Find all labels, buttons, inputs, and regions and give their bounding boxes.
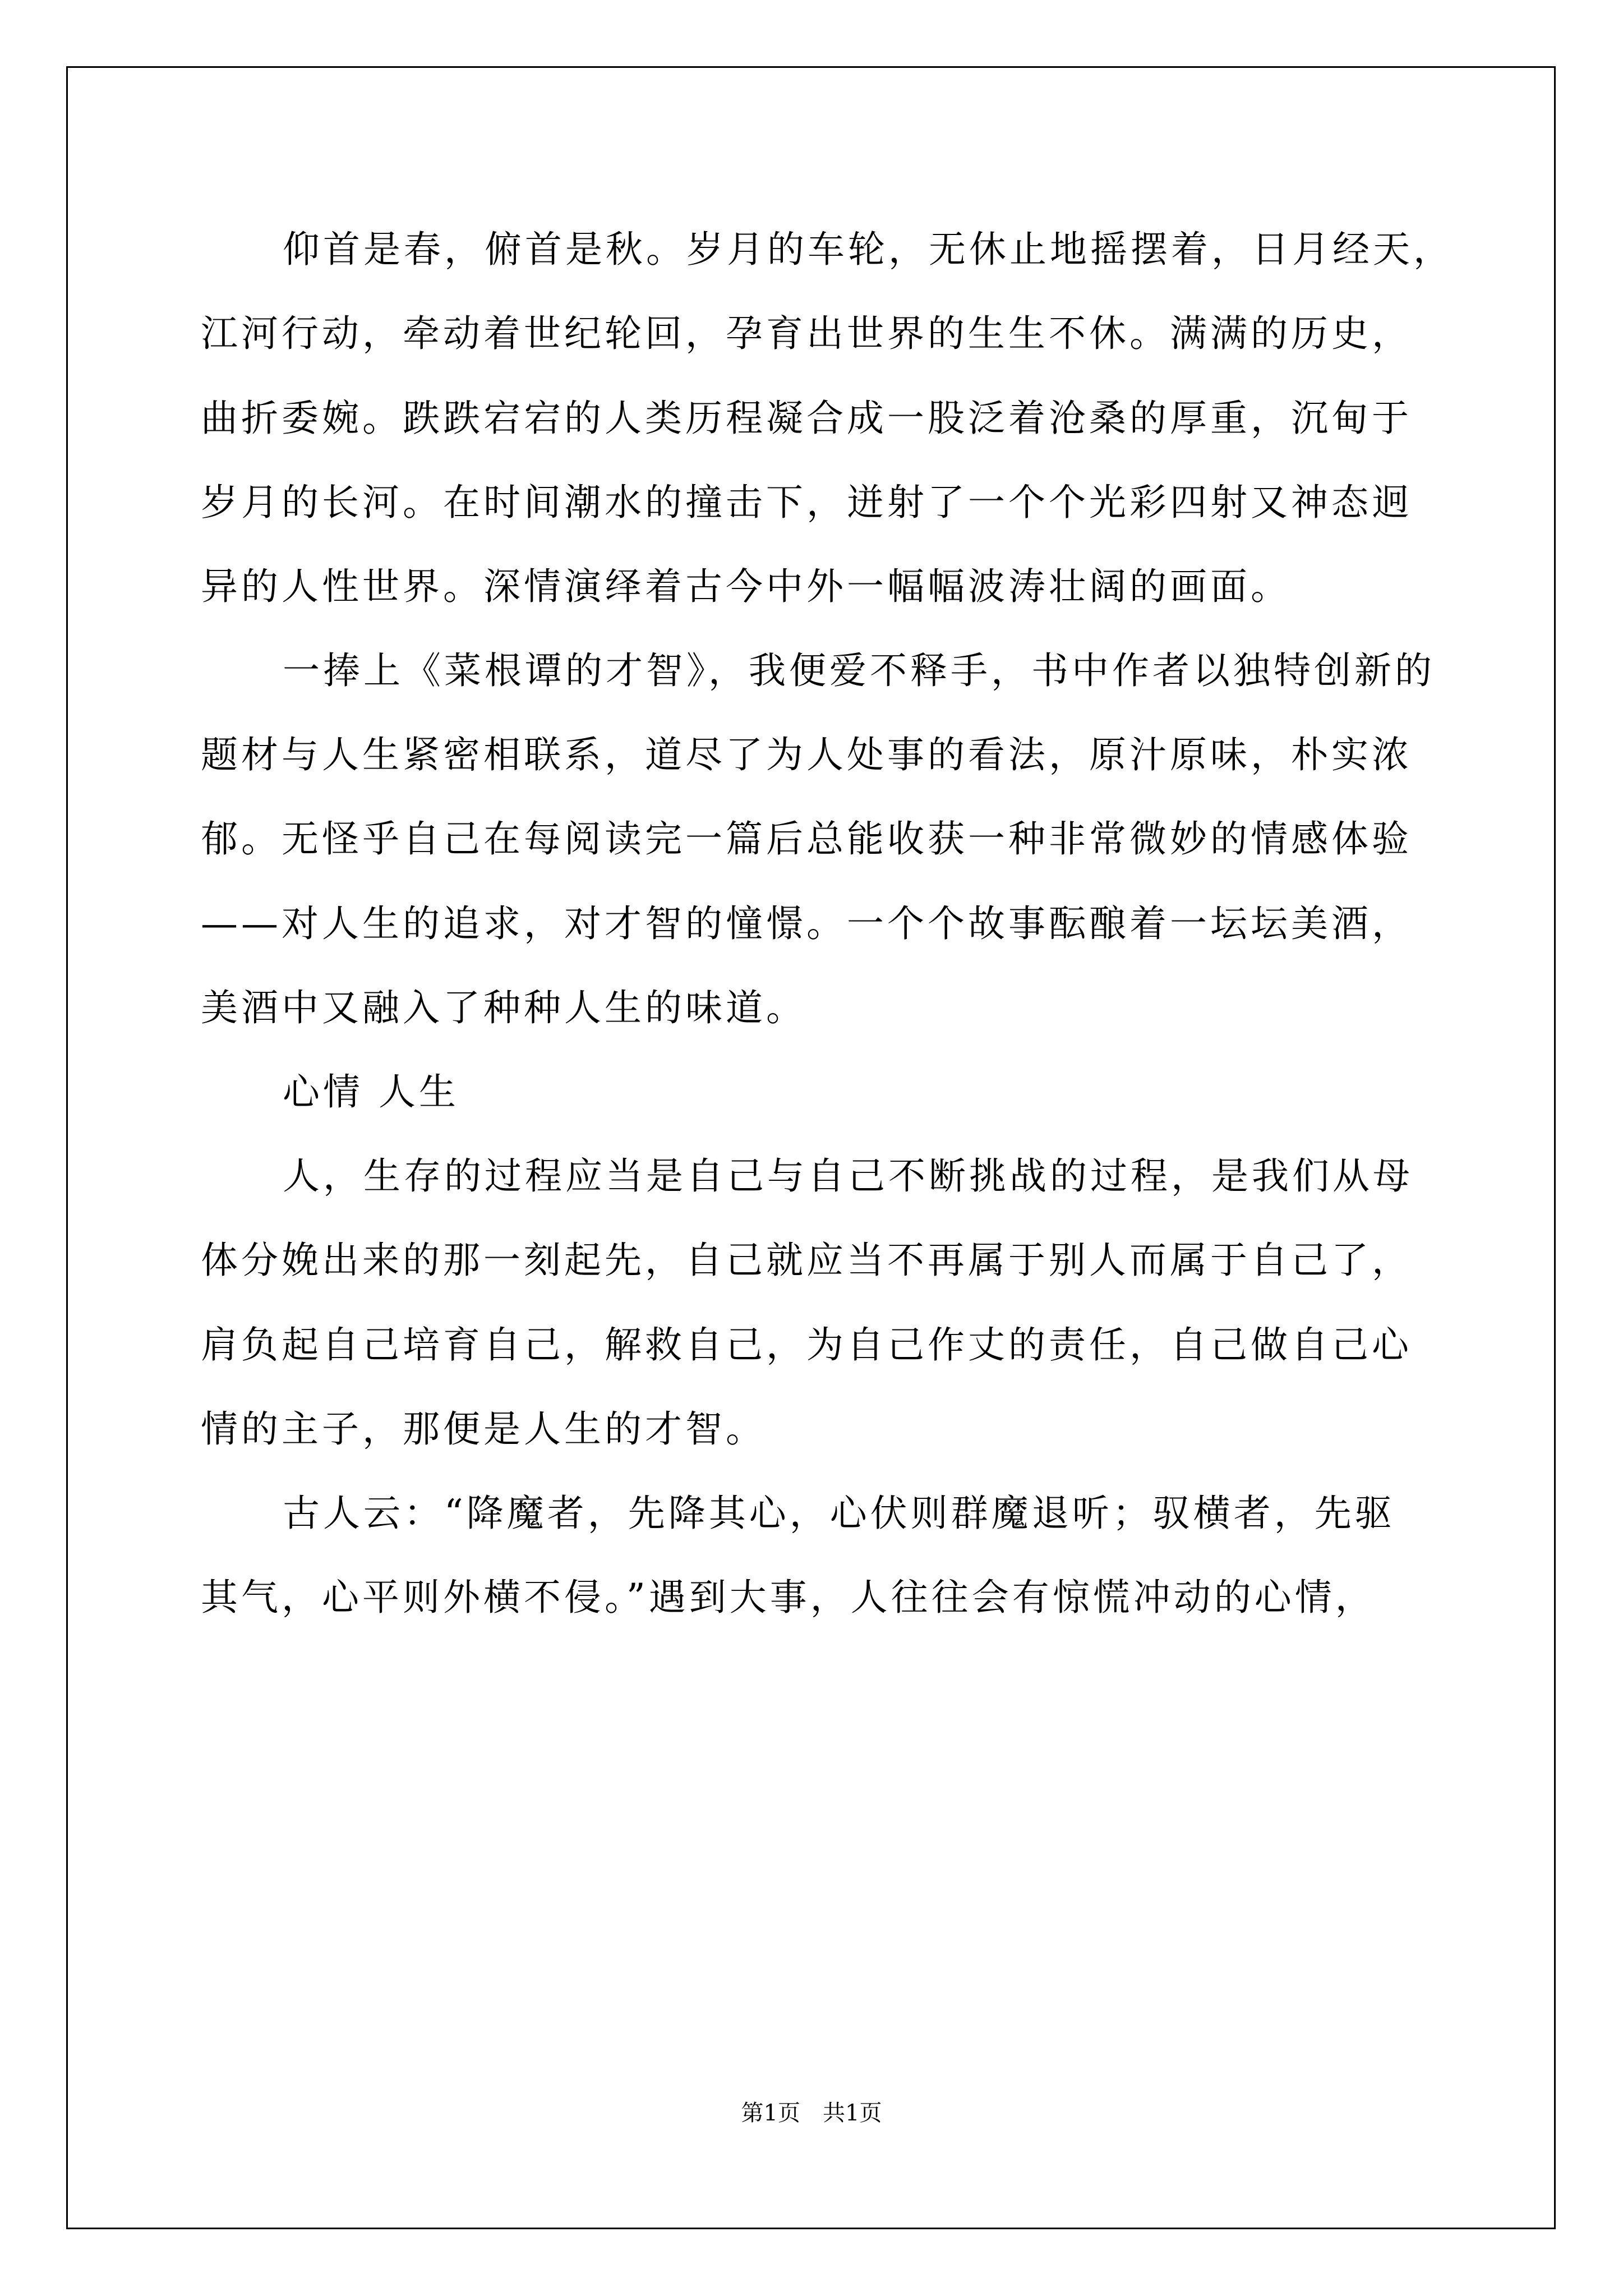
text-line: 仰首是春，俯首是秋。岁月的车轮，无休止地摇摆着，日月经天， (283, 228, 1454, 271)
text-line: 情的主子，那便是人生的才智。 (201, 1407, 766, 1451)
text-line: 曲折委婉。跌跌宕宕的人类历程凝合成一股泛着沧桑的厚重，沉甸于 (201, 397, 1412, 440)
text-line: 人，生存的过程应当是自己与自己不断挑战的过程，是我们从母 (283, 1154, 1413, 1198)
text-line: 郁。无怪乎自己在每阅读完一篇后总能收获一种非常微妙的情感体验 (201, 817, 1412, 861)
text-line: 异的人性世界。深情演绎着古今中外一幅幅波涛壮阔的画面。 (201, 565, 1291, 608)
text-line: 江河行动，牵动着世纪轮回，孕育出世界的生生不休。满满的历史， (201, 312, 1412, 355)
text-line: 题材与人生紧密相联系，道尽了为人处事的看法，原汁原味，朴实浓 (201, 733, 1412, 776)
text-line: 古人云：“降魔者，先降其心，心伏则群魔退听；驭横者，先驱 (283, 1492, 1395, 1535)
text-line: 美酒中又融入了种种人生的味道。 (201, 986, 806, 1029)
text-line: 肩负起自己培育自己，解救自己，为自己作丈的责任，自己做自己心 (201, 1323, 1412, 1366)
text-line: ——对人生的追求，对才智的憧憬。一个个故事酝酿着一坛坛美酒， (201, 902, 1412, 945)
text-line: 岁月的长河。在时间潮水的撞击下，迸射了一个个光彩四射又神态迥 (201, 481, 1412, 524)
text-line: 一捧上《菜根谭的才智》，我便爱不释手，书中作者以独特创新的 (283, 649, 1435, 692)
page-number: 第1页 共1页 (741, 2100, 882, 2126)
text-line: 其气，心平则外横不侵。”遇到大事，人往往会有惊慌冲动的心情， (201, 1576, 1376, 1619)
section-heading: 心情 人生 (283, 1070, 459, 1114)
text-line: 体分娩出来的那一刻起先，自己就应当不再属于别人而属于自己了， (201, 1239, 1412, 1282)
